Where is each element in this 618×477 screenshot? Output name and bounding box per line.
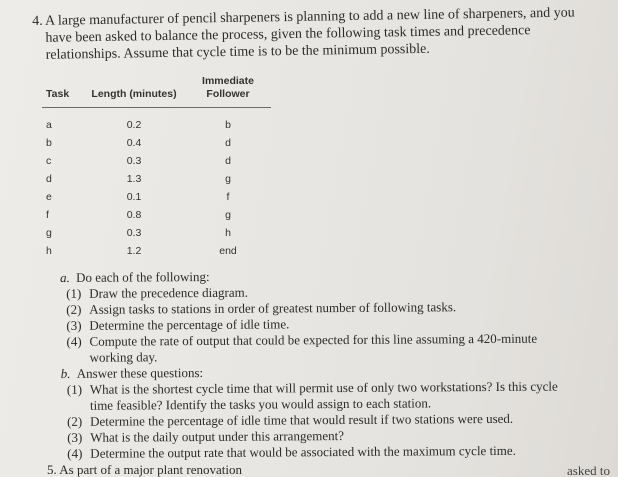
next-problem-text: As part of a major plant renovation bbox=[59, 462, 242, 477]
table-row bbox=[42, 108, 271, 135]
item-text: Determine the percentage of idle time that would result if two stations were used. bbox=[90, 410, 514, 429]
cell-length: 0.4 bbox=[126, 137, 142, 149]
cell-length: 1.3 bbox=[126, 173, 142, 185]
table-row bbox=[42, 242, 271, 260]
cell-follower: d bbox=[225, 137, 231, 149]
cell-task: g bbox=[46, 227, 52, 239]
header-task: Task bbox=[42, 75, 83, 108]
problem-number: 4. bbox=[32, 13, 43, 30]
item-number: (2) bbox=[67, 413, 83, 429]
table-row bbox=[42, 152, 271, 170]
cell-follower: b bbox=[225, 119, 231, 131]
cell-task: c bbox=[46, 155, 52, 167]
cell-task: d bbox=[46, 173, 52, 185]
item-number: (1) bbox=[66, 285, 82, 301]
item-text: What is the shortest cycle time that will permit use of only two workstations? Is this cycle time feasible? Identify the tasks you would assign to each station. bbox=[89, 378, 558, 413]
table-header-row bbox=[42, 75, 271, 108]
problem-text: A large manufacturer of pencil sharpeners is planning to add a new line of sharpeners, and you have been asked to balance the process, given the following task times and precedence relationships. Assume that cycle time is to be the minimum possible. bbox=[45, 5, 575, 63]
list-item bbox=[66, 330, 565, 365]
cell-length: 0.3 bbox=[126, 227, 142, 239]
item-number: (4) bbox=[67, 445, 83, 461]
list-item bbox=[67, 442, 566, 461]
next-problem bbox=[47, 462, 242, 477]
cell-follower: d bbox=[225, 155, 231, 167]
part-b-intro: Answer these questions: bbox=[76, 365, 204, 381]
header-follower: Immediate Follower bbox=[185, 75, 271, 108]
part-a-list bbox=[60, 282, 566, 366]
list-item bbox=[67, 378, 566, 413]
cell-follower: g bbox=[225, 173, 231, 185]
next-problem-number: 5. bbox=[47, 462, 57, 477]
part-a-intro: Do each of the following: bbox=[75, 268, 210, 285]
problem-statement bbox=[33, 4, 589, 64]
cell-length: 0.8 bbox=[126, 209, 142, 221]
cell-task: a bbox=[46, 119, 52, 131]
cell-length: 0.1 bbox=[126, 191, 142, 203]
item-text: Assign tasks to stations in order of greatest number of following tasks. bbox=[89, 299, 457, 317]
cell-task: e bbox=[46, 191, 52, 203]
cell-length: 0.3 bbox=[126, 155, 142, 167]
item-text: Compute the rate of output that could be expected for this line assuming a 420-minute working day. bbox=[89, 330, 538, 365]
cell-follower: g bbox=[225, 209, 231, 221]
table-row bbox=[42, 188, 271, 206]
item-number: (3) bbox=[66, 317, 82, 333]
item-text: What is the daily output under this arrangement? bbox=[90, 428, 345, 445]
cell-follower: h bbox=[225, 227, 231, 239]
cell-follower: f bbox=[226, 191, 230, 203]
part-b-label: b. bbox=[60, 365, 71, 381]
item-text: Determine the percentage of idle time. bbox=[89, 316, 290, 333]
header-length: Length (minutes) bbox=[83, 75, 185, 108]
questions bbox=[60, 266, 566, 462]
table-row bbox=[42, 224, 271, 242]
corner-text: asked to bbox=[567, 463, 610, 477]
item-text: Determine the output rate that would be associated with the maximum cycle time. bbox=[90, 442, 516, 461]
cell-follower: end bbox=[219, 245, 237, 257]
item-number: (2) bbox=[66, 301, 82, 317]
item-number: (3) bbox=[67, 429, 83, 445]
cell-task: b bbox=[46, 137, 52, 149]
item-number: (1) bbox=[66, 381, 83, 397]
cell-task: f bbox=[46, 209, 49, 221]
part-b-list bbox=[61, 378, 567, 462]
task-table bbox=[42, 75, 271, 260]
table-row bbox=[42, 206, 271, 224]
table-row bbox=[42, 134, 271, 152]
part-a-label: a. bbox=[60, 269, 70, 285]
cell-length: 1.2 bbox=[126, 245, 142, 257]
table-row bbox=[42, 170, 271, 188]
item-number: (4) bbox=[66, 333, 82, 349]
cell-length: 0.2 bbox=[126, 119, 142, 131]
item-text: Draw the precedence diagram. bbox=[89, 284, 249, 301]
cell-task: h bbox=[46, 245, 52, 257]
